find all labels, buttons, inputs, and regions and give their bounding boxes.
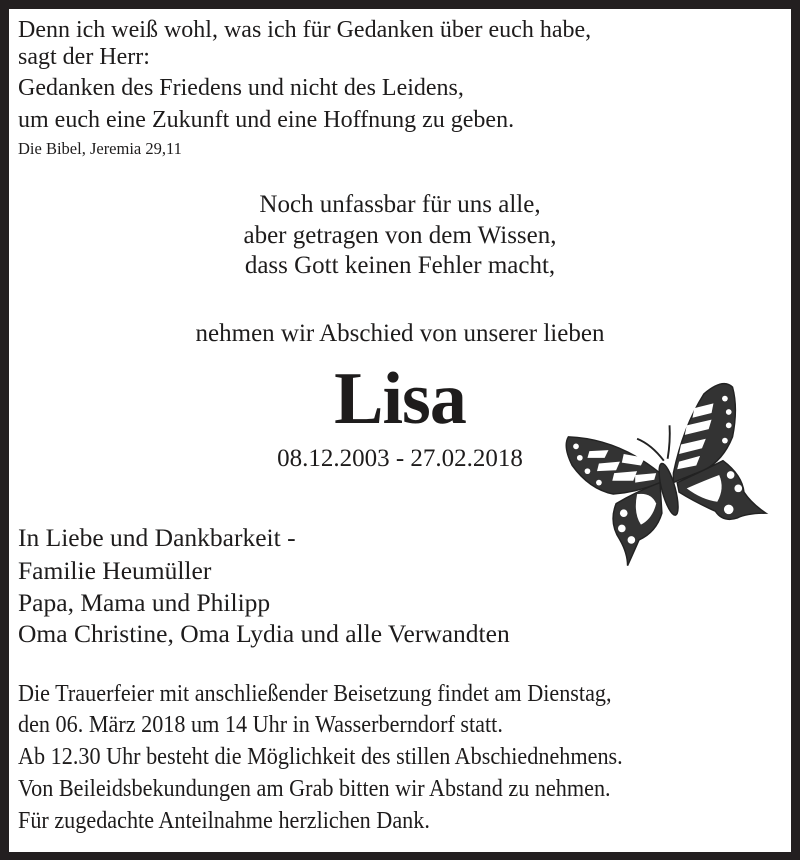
mourners-line-3: Papa, Mama und Philipp <box>18 588 271 617</box>
butterfly-icon <box>558 370 783 580</box>
service-line-3: Ab 12.30 Uhr besteht die Möglichkeit des stillen Abschiednehmens. <box>18 743 623 770</box>
mourners-line-2: Familie Heumüller <box>18 556 212 585</box>
service-line-1: Die Trauerfeier mit anschließender Beisetzung findet am Dienstag, <box>18 680 612 707</box>
mourners-line-1: In Liebe und Dankbarkeit - <box>18 523 296 552</box>
service-line-4: Von Beileidsbekundungen am Grab bitten wir Abstand zu nehmen. <box>18 775 611 802</box>
verse-line-1: Denn ich weiß wohl, was ich für Gedanken über euch habe, <box>18 17 592 43</box>
verse-line-2: sagt der Herr: <box>18 44 150 70</box>
intro-line-3: dass Gott keinen Fehler macht, <box>244 252 556 279</box>
verse-source: Die Bibel, Jeremia 29,11 <box>18 139 182 158</box>
verse-line-4: um euch eine Zukunft und eine Hoffnung zu geben. <box>18 107 515 133</box>
mourners-line-4: Oma Christine, Oma Lydia und alle Verwandten <box>18 619 510 648</box>
farewell-line: nehmen wir Abschied von unserer lieben <box>195 320 605 347</box>
verse-line-3: Gedanken des Friedens und nicht des Leidens, <box>18 75 464 101</box>
service-line-2: den 06. März 2018 um 14 Uhr in Wasserberndorf statt. <box>18 711 503 738</box>
intro-line-2: aber getragen von dem Wissen, <box>243 222 557 249</box>
life-dates: 08.12.2003 - 27.02.2018 <box>277 445 523 472</box>
intro-line-1: Noch unfassbar für uns alle, <box>259 191 541 218</box>
deceased-name: Lisa <box>334 358 466 440</box>
service-line-5: Für zugedachte Anteilnahme herzlichen Dank. <box>18 807 430 834</box>
